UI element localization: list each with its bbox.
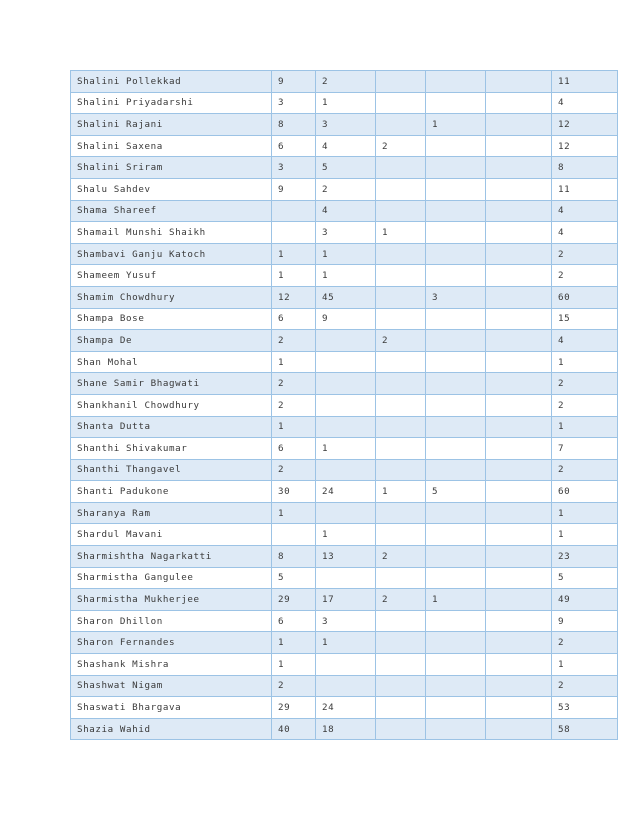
table-row	[71, 92, 618, 114]
count-cell	[376, 243, 426, 265]
count-cell	[486, 373, 552, 395]
count-cell	[486, 524, 552, 546]
count-cell: 53	[552, 697, 618, 719]
count-cell: 2	[316, 178, 376, 200]
count-cell: 2	[552, 394, 618, 416]
names-table	[70, 70, 618, 740]
count-cell: 60	[552, 481, 618, 503]
count-cell: 1	[552, 416, 618, 438]
name-cell: Shardul Mavani	[71, 524, 272, 546]
count-cell: 2	[272, 330, 316, 352]
count-cell: 2	[316, 71, 376, 93]
count-cell	[486, 394, 552, 416]
count-cell: 6	[272, 308, 316, 330]
count-cell	[376, 459, 426, 481]
count-cell: 15	[552, 308, 618, 330]
count-cell: 1	[272, 243, 316, 265]
count-cell: 1	[272, 632, 316, 654]
table-row	[71, 697, 618, 719]
count-cell	[486, 654, 552, 676]
count-cell	[486, 308, 552, 330]
name-cell: Shameem Yusuf	[71, 265, 272, 287]
count-cell	[426, 135, 486, 157]
count-cell: 3	[316, 610, 376, 632]
count-cell: 4	[552, 330, 618, 352]
count-cell	[376, 265, 426, 287]
count-cell	[426, 610, 486, 632]
name-cell: Sharanya Ram	[71, 502, 272, 524]
count-cell: 2	[552, 373, 618, 395]
count-cell	[426, 524, 486, 546]
count-cell	[486, 632, 552, 654]
count-cell: 2	[376, 135, 426, 157]
name-cell: Shamim Chowdhury	[71, 286, 272, 308]
count-cell	[376, 178, 426, 200]
count-cell	[316, 459, 376, 481]
count-cell	[426, 222, 486, 244]
count-cell: 49	[552, 589, 618, 611]
name-cell: Shalini Priyadarshi	[71, 92, 272, 114]
count-cell: 7	[552, 438, 618, 460]
name-cell: Shanthi Shivakumar	[71, 438, 272, 460]
count-cell	[426, 265, 486, 287]
table-row	[71, 71, 618, 93]
count-cell	[376, 200, 426, 222]
count-cell	[426, 459, 486, 481]
count-cell	[426, 438, 486, 460]
count-cell	[376, 675, 426, 697]
count-cell: 58	[552, 718, 618, 740]
count-cell: 5	[272, 567, 316, 589]
count-cell: 3	[316, 222, 376, 244]
count-cell: 2	[552, 675, 618, 697]
count-cell: 8	[272, 546, 316, 568]
count-cell: 9	[272, 71, 316, 93]
table-row	[71, 567, 618, 589]
count-cell	[486, 265, 552, 287]
count-cell	[376, 286, 426, 308]
table-row	[71, 243, 618, 265]
count-cell	[486, 718, 552, 740]
count-cell: 3	[272, 92, 316, 114]
count-cell	[272, 222, 316, 244]
count-cell	[426, 243, 486, 265]
count-cell: 45	[316, 286, 376, 308]
table-body	[71, 71, 618, 740]
count-cell	[316, 416, 376, 438]
count-cell: 29	[272, 697, 316, 719]
table-row	[71, 632, 618, 654]
count-cell	[376, 308, 426, 330]
count-cell	[486, 546, 552, 568]
count-cell: 1	[426, 114, 486, 136]
count-cell	[316, 502, 376, 524]
name-cell: Shashwat Nigam	[71, 675, 272, 697]
count-cell	[376, 157, 426, 179]
table-row	[71, 373, 618, 395]
count-cell	[426, 394, 486, 416]
count-cell	[426, 416, 486, 438]
count-cell	[376, 416, 426, 438]
name-cell: Sharmishtha Nagarkatti	[71, 546, 272, 568]
count-cell	[316, 351, 376, 373]
count-cell: 6	[272, 610, 316, 632]
count-cell: 30	[272, 481, 316, 503]
name-cell: Shalini Rajani	[71, 114, 272, 136]
count-cell: 1	[552, 351, 618, 373]
count-cell: 2	[272, 373, 316, 395]
count-cell	[486, 675, 552, 697]
table-row	[71, 459, 618, 481]
count-cell: 40	[272, 718, 316, 740]
count-cell: 6	[272, 438, 316, 460]
count-cell	[426, 200, 486, 222]
count-cell	[486, 351, 552, 373]
count-cell	[486, 567, 552, 589]
table-row	[71, 330, 618, 352]
count-cell	[426, 157, 486, 179]
name-cell: Shankhanil Chowdhury	[71, 394, 272, 416]
count-cell: 2	[552, 243, 618, 265]
name-cell: Shanthi Thangavel	[71, 459, 272, 481]
count-cell	[486, 459, 552, 481]
count-cell: 9	[316, 308, 376, 330]
count-cell	[272, 200, 316, 222]
name-cell: Sharmistha Gangulee	[71, 567, 272, 589]
count-cell	[486, 330, 552, 352]
count-cell: 2	[552, 265, 618, 287]
count-cell	[426, 718, 486, 740]
count-cell: 8	[272, 114, 316, 136]
name-cell: Shaswati Bhargava	[71, 697, 272, 719]
name-cell: Shanti Padukone	[71, 481, 272, 503]
count-cell: 5	[426, 481, 486, 503]
count-cell: 1	[316, 265, 376, 287]
count-cell	[426, 654, 486, 676]
table-row	[71, 675, 618, 697]
table-row	[71, 394, 618, 416]
count-cell: 1	[552, 502, 618, 524]
count-cell	[376, 697, 426, 719]
count-cell: 1	[552, 654, 618, 676]
table-row	[71, 416, 618, 438]
count-cell: 1	[272, 654, 316, 676]
table-row	[71, 481, 618, 503]
count-cell: 2	[552, 459, 618, 481]
count-cell: 4	[552, 200, 618, 222]
count-cell: 1	[376, 481, 426, 503]
count-cell: 2	[376, 546, 426, 568]
count-cell	[426, 546, 486, 568]
name-cell: Shamail Munshi Shaikh	[71, 222, 272, 244]
count-cell	[426, 373, 486, 395]
name-cell: Shan Mohal	[71, 351, 272, 373]
count-cell: 11	[552, 178, 618, 200]
count-cell	[426, 351, 486, 373]
count-cell: 9	[552, 610, 618, 632]
count-cell	[486, 438, 552, 460]
count-cell	[486, 114, 552, 136]
count-cell	[426, 632, 486, 654]
count-cell: 1	[272, 416, 316, 438]
count-cell	[376, 654, 426, 676]
count-cell: 12	[272, 286, 316, 308]
table-row	[71, 546, 618, 568]
count-cell	[486, 157, 552, 179]
count-cell: 2	[272, 394, 316, 416]
count-cell	[486, 589, 552, 611]
count-cell: 29	[272, 589, 316, 611]
name-cell: Shazia Wahid	[71, 718, 272, 740]
count-cell	[376, 373, 426, 395]
count-cell	[376, 524, 426, 546]
count-cell	[316, 675, 376, 697]
count-cell: 1	[272, 502, 316, 524]
count-cell: 4	[316, 135, 376, 157]
name-cell: Shalini Saxena	[71, 135, 272, 157]
count-cell	[426, 330, 486, 352]
count-cell	[426, 308, 486, 330]
table-row	[71, 351, 618, 373]
count-cell: 24	[316, 697, 376, 719]
count-cell	[316, 373, 376, 395]
table-row	[71, 610, 618, 632]
count-cell	[376, 71, 426, 93]
count-cell	[316, 654, 376, 676]
count-cell: 1	[552, 524, 618, 546]
count-cell	[486, 243, 552, 265]
count-cell	[426, 675, 486, 697]
name-cell: Shampa Bose	[71, 308, 272, 330]
count-cell	[376, 394, 426, 416]
count-cell	[486, 92, 552, 114]
count-cell	[376, 567, 426, 589]
count-cell	[486, 71, 552, 93]
count-cell	[316, 567, 376, 589]
count-cell: 2	[376, 589, 426, 611]
count-cell	[486, 135, 552, 157]
table-row	[71, 135, 618, 157]
table-row	[71, 438, 618, 460]
count-cell: 6	[272, 135, 316, 157]
table-row	[71, 524, 618, 546]
count-cell	[376, 632, 426, 654]
count-cell: 1	[272, 351, 316, 373]
count-cell	[316, 330, 376, 352]
count-cell: 3	[272, 157, 316, 179]
count-cell: 13	[316, 546, 376, 568]
name-cell: Shama Shareef	[71, 200, 272, 222]
count-cell	[426, 92, 486, 114]
count-cell	[272, 524, 316, 546]
count-cell: 4	[552, 92, 618, 114]
table-row	[71, 157, 618, 179]
count-cell: 18	[316, 718, 376, 740]
count-cell: 1	[316, 438, 376, 460]
count-cell: 2	[272, 459, 316, 481]
count-cell	[426, 178, 486, 200]
count-cell	[486, 286, 552, 308]
count-cell: 12	[552, 135, 618, 157]
count-cell: 4	[552, 222, 618, 244]
count-cell	[376, 718, 426, 740]
count-cell: 1	[316, 92, 376, 114]
count-cell	[376, 438, 426, 460]
count-cell	[486, 481, 552, 503]
name-cell: Shalu Sahdev	[71, 178, 272, 200]
name-cell: Sharmistha Mukherjee	[71, 589, 272, 611]
table-row	[71, 286, 618, 308]
count-cell	[486, 416, 552, 438]
table-row	[71, 200, 618, 222]
count-cell: 5	[552, 567, 618, 589]
name-cell: Shane Samir Bhagwati	[71, 373, 272, 395]
count-cell: 11	[552, 71, 618, 93]
count-cell	[426, 71, 486, 93]
table-row	[71, 718, 618, 740]
count-cell: 3	[426, 286, 486, 308]
count-cell	[376, 114, 426, 136]
name-cell: Sharon Fernandes	[71, 632, 272, 654]
name-cell: Shalini Pollekkad	[71, 71, 272, 93]
count-cell	[486, 610, 552, 632]
count-cell: 1	[316, 524, 376, 546]
table-row	[71, 222, 618, 244]
count-cell	[426, 697, 486, 719]
table-row	[71, 178, 618, 200]
table-row	[71, 114, 618, 136]
table-row	[71, 308, 618, 330]
name-cell: Shanta Dutta	[71, 416, 272, 438]
table-row	[71, 654, 618, 676]
count-cell	[486, 222, 552, 244]
count-cell: 60	[552, 286, 618, 308]
count-cell	[426, 567, 486, 589]
count-cell	[376, 92, 426, 114]
count-cell	[486, 697, 552, 719]
count-cell	[316, 394, 376, 416]
count-cell: 4	[316, 200, 376, 222]
count-cell: 2	[272, 675, 316, 697]
count-cell: 2	[552, 632, 618, 654]
count-cell: 1	[272, 265, 316, 287]
count-cell: 3	[316, 114, 376, 136]
count-cell	[486, 200, 552, 222]
count-cell: 17	[316, 589, 376, 611]
count-cell	[376, 351, 426, 373]
count-cell: 1	[376, 222, 426, 244]
count-cell: 24	[316, 481, 376, 503]
name-cell: Shampa De	[71, 330, 272, 352]
name-cell: Sharon Dhillon	[71, 610, 272, 632]
table-row	[71, 502, 618, 524]
count-cell: 12	[552, 114, 618, 136]
count-cell: 1	[316, 243, 376, 265]
name-cell: Shashank Mishra	[71, 654, 272, 676]
count-cell: 2	[376, 330, 426, 352]
count-cell: 9	[272, 178, 316, 200]
count-cell: 8	[552, 157, 618, 179]
count-cell: 1	[426, 589, 486, 611]
count-cell	[486, 502, 552, 524]
count-cell	[376, 610, 426, 632]
name-cell: Shalini Sriram	[71, 157, 272, 179]
count-cell: 1	[316, 632, 376, 654]
count-cell: 5	[316, 157, 376, 179]
count-cell	[486, 178, 552, 200]
count-cell	[426, 502, 486, 524]
table-row	[71, 589, 618, 611]
count-cell	[376, 502, 426, 524]
name-cell: Shambavi Ganju Katoch	[71, 243, 272, 265]
count-cell: 23	[552, 546, 618, 568]
table-row	[71, 265, 618, 287]
